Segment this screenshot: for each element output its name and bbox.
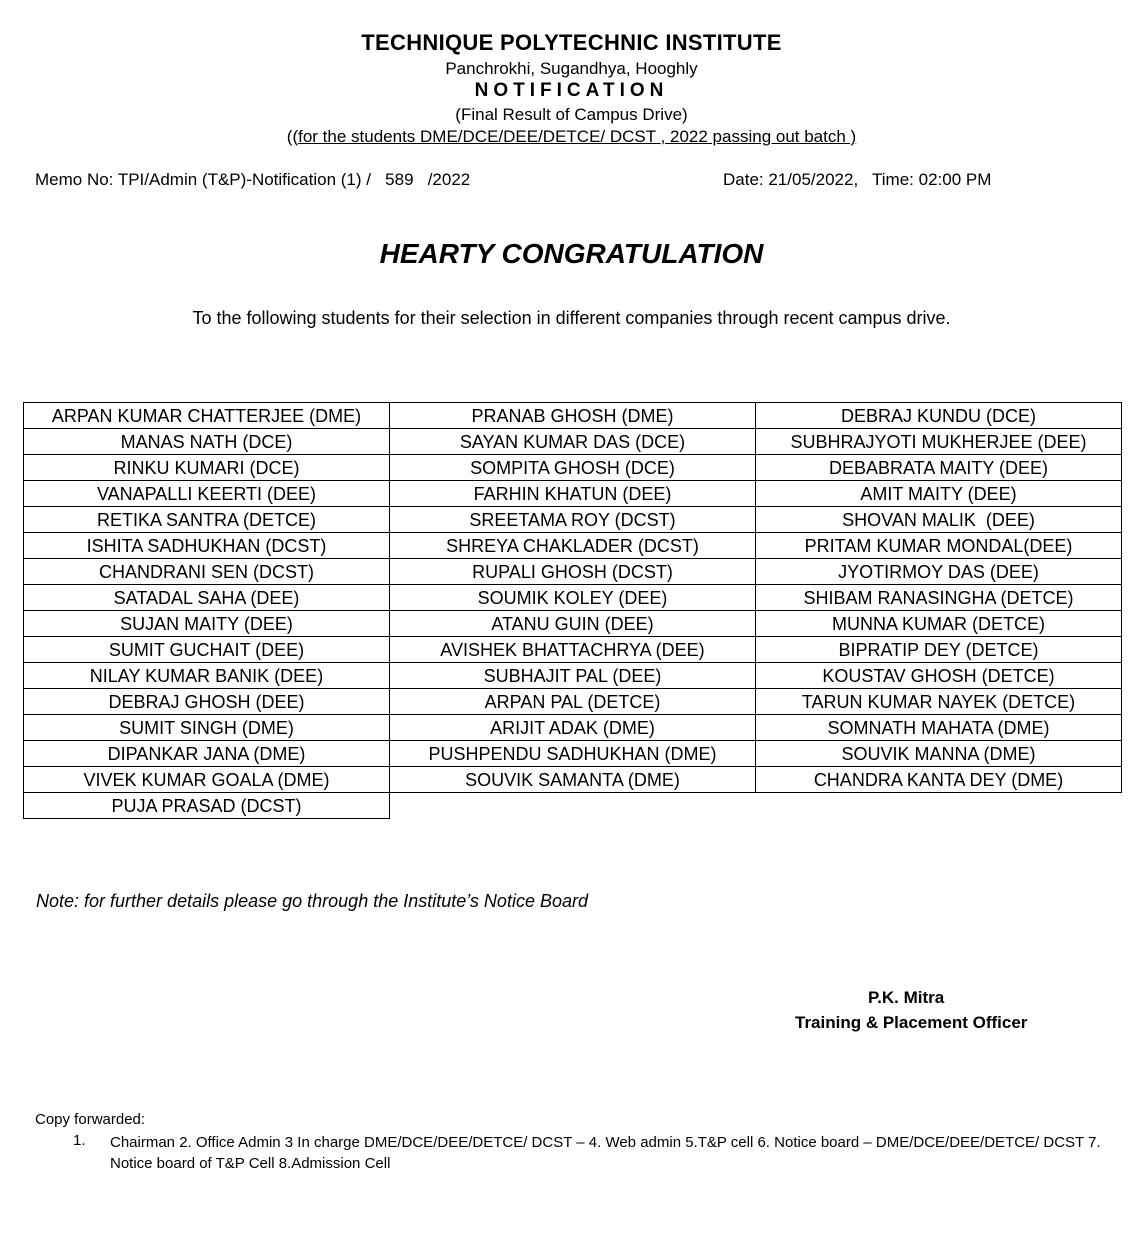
batch-line	[0, 127, 1143, 147]
batch-text: for the students DME/DCE/DEE/DETCE/ DCST , 2022 passing out batch )	[298, 127, 857, 146]
institute-address: Panchrokhi, Sugandhya, Hooghly	[445, 59, 698, 78]
memo-date-time: Date: 21/05/2022, Time: 02:00 PM	[723, 170, 992, 189]
table-row	[24, 611, 1122, 637]
table-row	[24, 637, 1122, 663]
table-row	[24, 767, 1122, 793]
signatory-title: Training & Placement Officer	[795, 1013, 1028, 1032]
student-cell: VIVEK KUMAR GOALA (DME)	[24, 767, 390, 793]
table-row	[24, 507, 1122, 533]
student-cell: CHANDRANI SEN (DCST)	[24, 559, 390, 585]
notification-heading: NOTIFICATION	[474, 80, 669, 101]
signatory-name: P.K. Mitra	[868, 988, 945, 1007]
student-cell: SHIBAM RANASINGHA (DETCE)	[756, 585, 1122, 611]
student-cell: DEBABRATA MAITY (DEE)	[756, 455, 1122, 481]
note-text: Note: for further details please go through the Institute’s Notice Board	[36, 891, 588, 911]
student-cell: ISHITA SADHUKHAN (DCST)	[24, 533, 390, 559]
student-cell: PUSHPENDU SADHUKHAN (DME)	[390, 741, 756, 767]
student-cell: BIPRATIP DEY (DETCE)	[756, 637, 1122, 663]
student-cell: SOMPITA GHOSH (DCE)	[390, 455, 756, 481]
table-row	[24, 585, 1122, 611]
table-row	[24, 715, 1122, 741]
student-cell: SUBHRAJYOTI MUKHERJEE (DEE)	[756, 429, 1122, 455]
student-cell: DEBRAJ KUNDU (DCE)	[756, 403, 1122, 429]
students-table-body	[24, 403, 1122, 819]
student-cell: SUBHAJIT PAL (DEE)	[390, 663, 756, 689]
student-cell: AVISHEK BHATTACHRYA (DEE)	[390, 637, 756, 663]
student-cell: DEBRAJ GHOSH (DEE)	[24, 689, 390, 715]
student-cell: KOUSTAV GHOSH (DETCE)	[756, 663, 1122, 689]
student-cell: PUJA PRASAD (DCST)	[24, 793, 390, 819]
student-cell: SAYAN KUMAR DAS (DCE)	[390, 429, 756, 455]
student-cell: RETIKA SANTRA (DETCE)	[24, 507, 390, 533]
student-cell: NILAY KUMAR BANIK (DEE)	[24, 663, 390, 689]
copy-forwarded-list: Chairman 2. Office Admin 3 In charge DME/DCE/DEE/DETCE/ DCST – 4. Web admin 5.T&P cell 6. Notice board – DME/DCE/DEE/DETCE/ DCST 7. Notice board of T&P Cell 8.Admission Cell	[110, 1134, 1101, 1172]
institute-title: TECHNIQUE POLYTECHNIC INSTITUTE	[361, 30, 782, 55]
student-cell: CHANDRA KANTA DEY (DME)	[756, 767, 1122, 793]
table-row	[24, 429, 1122, 455]
table-row	[24, 559, 1122, 585]
students-table	[23, 402, 1122, 819]
table-row	[24, 741, 1122, 767]
student-cell: PRITAM KUMAR MONDAL(DEE)	[756, 533, 1122, 559]
student-cell: RUPALI GHOSH (DCST)	[390, 559, 756, 585]
congratulation-heading: HEARTY CONGRATULATION	[379, 238, 764, 269]
student-cell: AMIT MAITY (DEE)	[756, 481, 1122, 507]
student-cell: ARPAN PAL (DETCE)	[390, 689, 756, 715]
student-cell: SOUVIK MANNA (DME)	[756, 741, 1122, 767]
notification-subtitle: (Final Result of Campus Drive)	[455, 105, 688, 124]
batch-prefix: ((	[286, 127, 299, 146]
table-row	[24, 689, 1122, 715]
student-cell: SUJAN MAITY (DEE)	[24, 611, 390, 637]
student-cell: SREETAMA ROY (DCST)	[390, 507, 756, 533]
student-cell: SHOVAN MALIK (DEE)	[756, 507, 1122, 533]
table-row	[24, 455, 1122, 481]
student-cell	[756, 793, 1122, 819]
intro-text: To the following students for their selection in different companies through recent campus drive.	[192, 308, 951, 328]
student-cell: SHREYA CHAKLADER (DCST)	[390, 533, 756, 559]
table-row	[24, 663, 1122, 689]
student-cell: SATADAL SAHA (DEE)	[24, 585, 390, 611]
student-cell: ARPAN KUMAR CHATTERJEE (DME)	[24, 403, 390, 429]
student-cell: FARHIN KHATUN (DEE)	[390, 481, 756, 507]
table-row	[24, 793, 1122, 819]
student-cell: RINKU KUMARI (DCE)	[24, 455, 390, 481]
copy-list-number: 1.	[73, 1132, 86, 1149]
student-cell: PRANAB GHOSH (DME)	[390, 403, 756, 429]
memo-number: Memo No: TPI/Admin (T&P)-Notification (1) / 589 /2022	[35, 170, 471, 189]
table-row	[24, 481, 1122, 507]
student-cell: SOMNATH MAHATA (DME)	[756, 715, 1122, 741]
student-cell: DIPANKAR JANA (DME)	[24, 741, 390, 767]
student-cell: ATANU GUIN (DEE)	[390, 611, 756, 637]
student-cell: VANAPALLI KEERTI (DEE)	[24, 481, 390, 507]
student-cell: SOUVIK SAMANTA (DME)	[390, 767, 756, 793]
student-cell: TARUN KUMAR NAYEK (DETCE)	[756, 689, 1122, 715]
student-cell: SOUMIK KOLEY (DEE)	[390, 585, 756, 611]
copy-forwarded-label: Copy forwarded:	[35, 1111, 146, 1128]
student-cell: JYOTIRMOY DAS (DEE)	[756, 559, 1122, 585]
table-row	[24, 403, 1122, 429]
student-cell	[390, 793, 756, 819]
student-cell: ARIJIT ADAK (DME)	[390, 715, 756, 741]
student-cell: SUMIT SINGH (DME)	[24, 715, 390, 741]
table-row	[24, 533, 1122, 559]
student-cell: MUNNA KUMAR (DETCE)	[756, 611, 1122, 637]
student-cell: MANAS NATH (DCE)	[24, 429, 390, 455]
student-cell: SUMIT GUCHAIT (DEE)	[24, 637, 390, 663]
